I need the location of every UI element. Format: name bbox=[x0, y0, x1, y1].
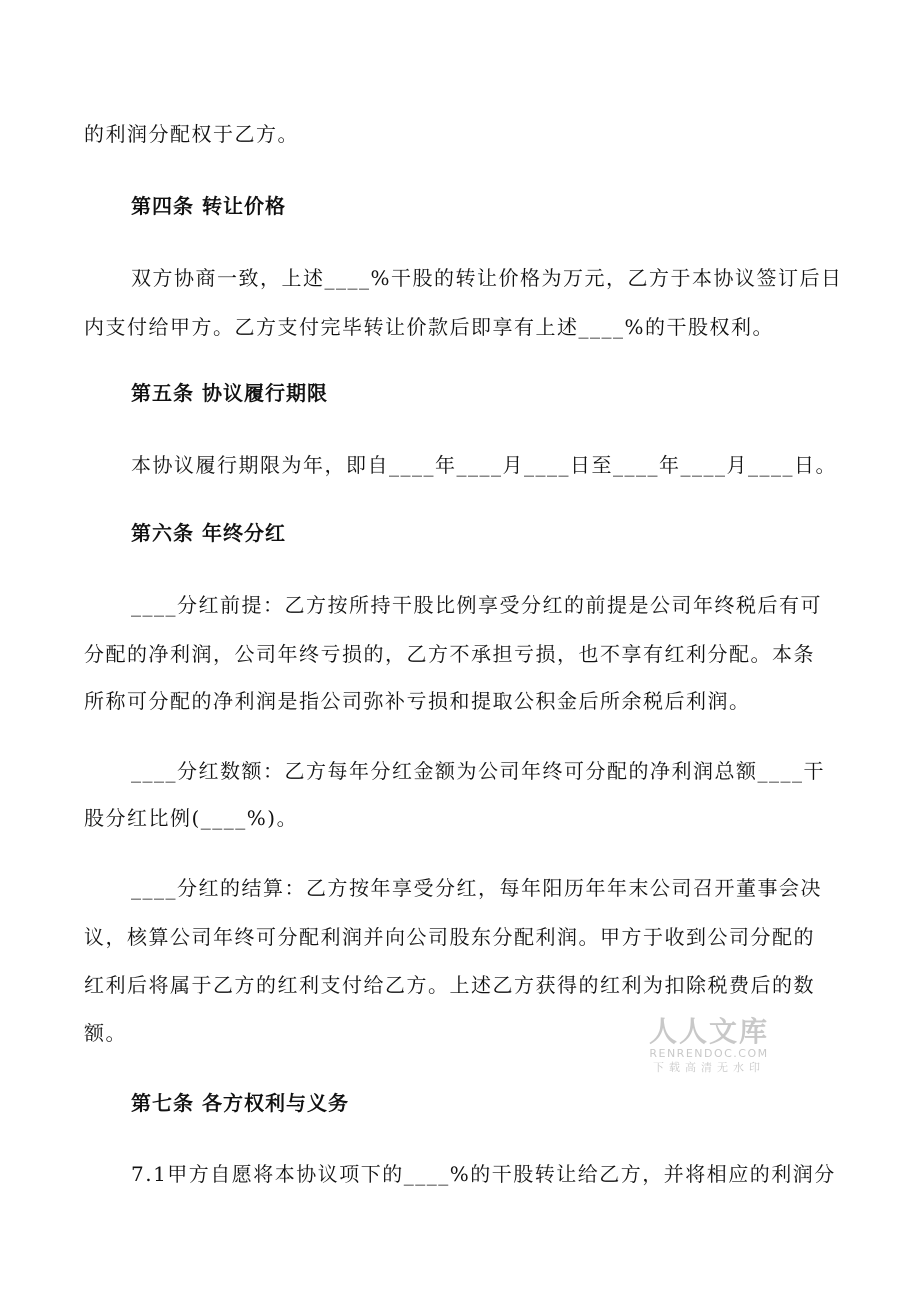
paragraph-line: 7.1甲方自愿将本协议项下的____%的干股转让给乙方，并将相应的利润分 bbox=[131, 1162, 836, 1186]
paragraph-line: ____分红数额：乙方每年分红金额为公司年终可分配的净利润总额____干 bbox=[131, 759, 825, 783]
paragraph-line: 分配的净利润，公司年终亏损的，乙方不承担亏损，也不享有红利分配。本条 bbox=[84, 642, 815, 666]
paragraph-line: 股分红比例(____%)。 bbox=[84, 806, 299, 830]
section-heading-article-5: 第五条 协议履行期限 bbox=[131, 381, 328, 405]
paragraph-line: ____分红前提：乙方按所持干股比例享受分红的前提是公司年终税后有可 bbox=[131, 593, 822, 617]
watermark-title: 人人文库 bbox=[648, 1015, 769, 1048]
paragraph-line: 红利后将属于乙方的红利支付给乙方。上述乙方获得的红利为扣除税费后的数 bbox=[84, 973, 815, 997]
watermark-logo bbox=[646, 1017, 772, 1075]
section-heading-article-4: 第四条 转让价格 bbox=[131, 194, 286, 218]
watermark-subtitle: 下载高清无水印 bbox=[653, 1061, 765, 1074]
watermark-domain: RENRENDOC.COM bbox=[649, 1047, 769, 1060]
section-heading-article-6: 第六条 年终分红 bbox=[131, 521, 286, 545]
paragraph-line: ____分红的结算：乙方按年享受分红，每年阳历年年末公司召开董事会决 bbox=[131, 876, 822, 900]
paragraph-line: 所称可分配的净利润是指公司弥补亏损和提取公积金后所余税后利润。 bbox=[84, 689, 751, 713]
paragraph-line: 的利润分配权于乙方。 bbox=[84, 122, 299, 146]
paragraph-line: 议，核算公司年终可分配利润并向公司股东分配利润。甲方于收到公司分配的 bbox=[84, 925, 815, 949]
section-heading-article-7: 第七条 各方权利与义务 bbox=[131, 1091, 349, 1115]
paragraph-line: 双方协商一致，上述____%干股的转让价格为万元，乙方于本协议签订后日 bbox=[131, 266, 843, 290]
paragraph-line: 内支付给甲方。乙方支付完毕转让价款后即享有上述____%的干股权利。 bbox=[84, 315, 775, 339]
paragraph-line: 本协议履行期限为年，即自____年____月____日至____年____月____日。 bbox=[131, 453, 837, 477]
paragraph-line: 额。 bbox=[84, 1021, 127, 1045]
